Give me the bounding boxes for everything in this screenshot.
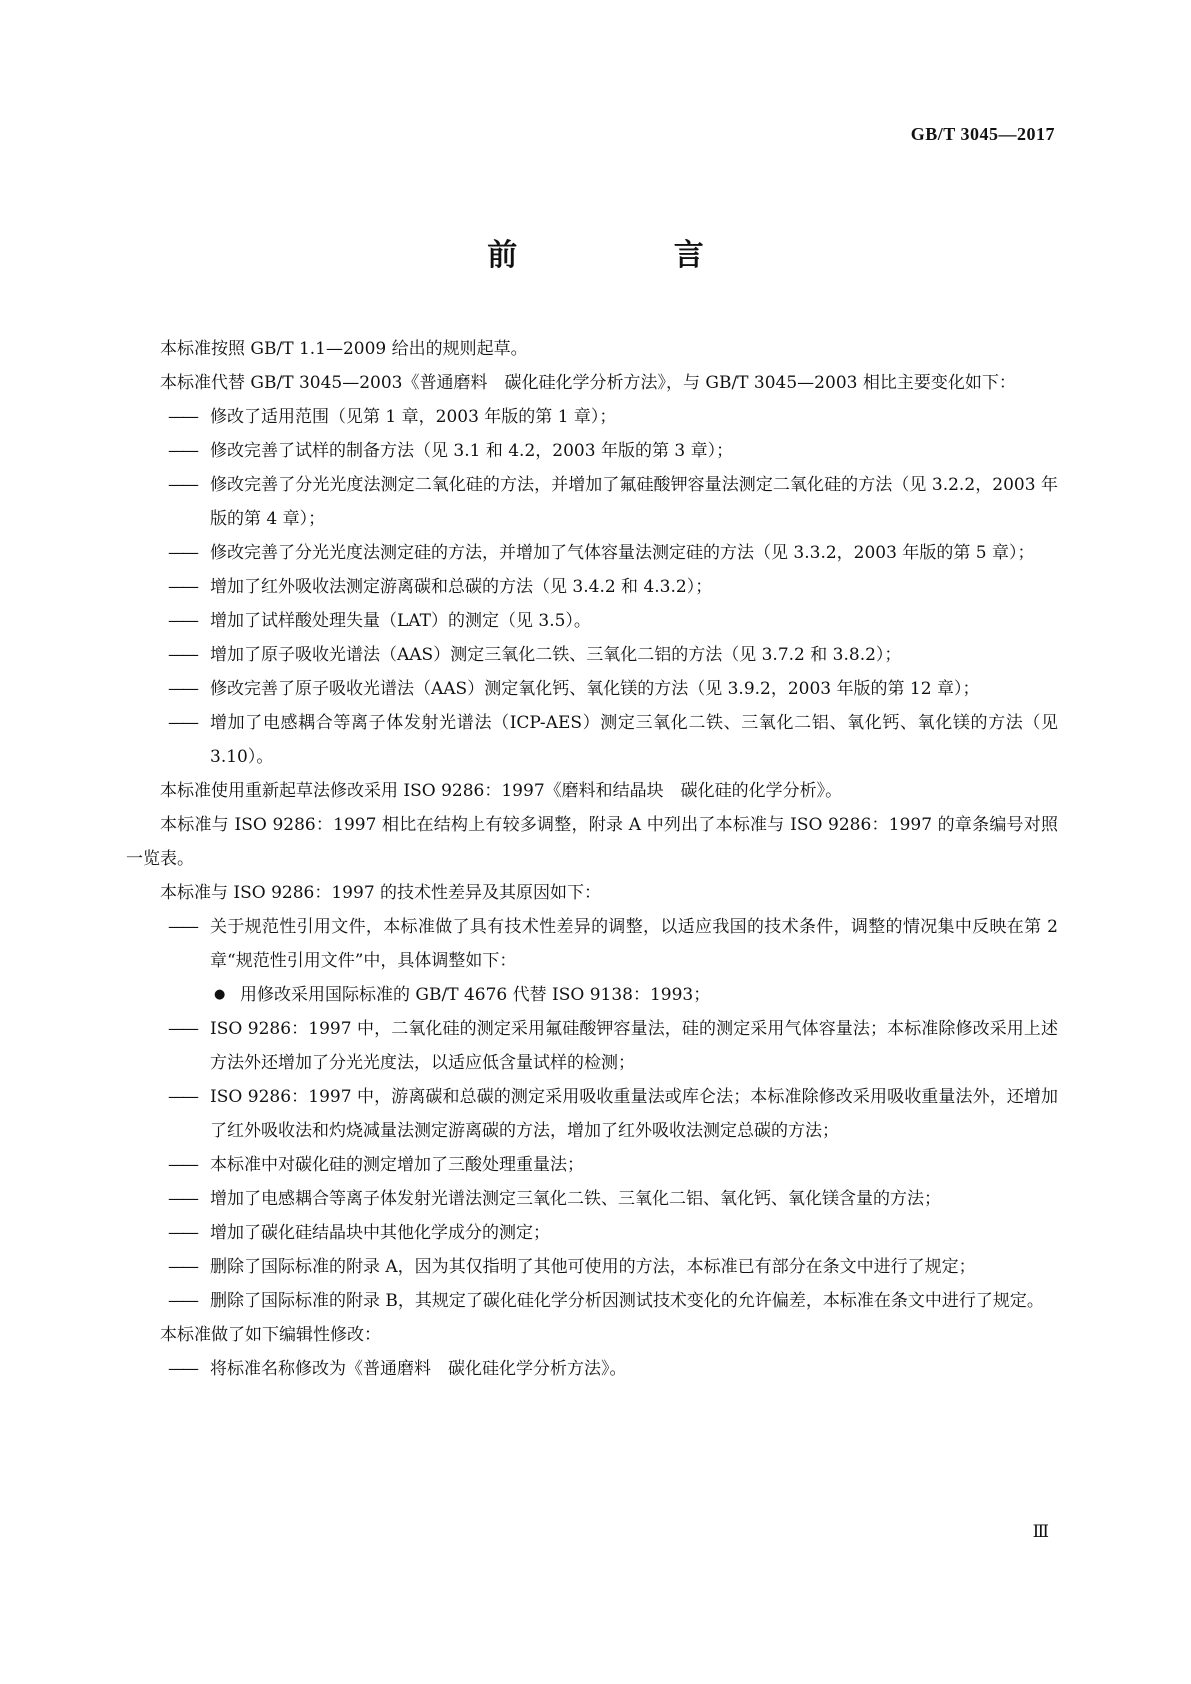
list-item-text: 增加了红外吸收法测定游离碳和总碳的方法（见 3.4.2 和 4.3.2）； xyxy=(210,577,713,597)
dash-marker: —— xyxy=(168,645,196,665)
list-item xyxy=(126,434,1058,468)
dash-marker: —— xyxy=(168,1291,196,1311)
list-item-text: 修改完善了试样的制备方法（见 3.1 和 4.2，2003 年版的第 3 章）； xyxy=(210,441,734,461)
list-item-text: ISO 9286：1997 中，二氧化硅的测定采用氟硅酸钾容量法，硅的测定采用气体容量法；本标准除修改采用上述方法外还增加了分光光度法，以适应低含量试样的检测； xyxy=(210,1019,1058,1073)
list-item xyxy=(126,706,1058,774)
list-item xyxy=(126,400,1058,434)
list-item-text: 增加了试样酸处理失量（LAT）的测定（见 3.5）。 xyxy=(210,611,591,631)
list-item xyxy=(126,1182,1058,1216)
dash-marker: —— xyxy=(168,713,196,733)
list-item-text: 增加了电感耦合等离子体发射光谱法（ICP-AES）测定三氧化二铁、三氧化二铝、氧化钙、氧化镁的方法（见 3.10）。 xyxy=(210,713,1058,767)
list-item-text: 本标准中对碳化硅的测定增加了三酸处理重量法； xyxy=(210,1155,584,1175)
list-item-text: 关于规范性引用文件，本标准做了具有技术性差异的调整，以适应我国的技术条件，调整的情况集中反映在第 2 章“规范性引用文件”中，具体调整如下： xyxy=(210,917,1058,971)
list-item-text: 修改完善了分光光度法测定硅的方法，并增加了气体容量法测定硅的方法（见 3.3.2，2003 年版的第 5 章）； xyxy=(210,543,1035,563)
dash-marker: —— xyxy=(168,1359,196,1379)
dash-marker: —— xyxy=(168,577,196,597)
list-item xyxy=(126,1284,1058,1318)
list-item-text: 修改了适用范围（见第 1 章，2003 年版的第 1 章）； xyxy=(210,407,617,427)
standard-number: GB/T 3045—2017 xyxy=(910,124,1055,144)
list-item-text: 将标准名称修改为《普通磨料 碳化硅化学分析方法》。 xyxy=(210,1359,627,1379)
dash-marker: —— xyxy=(168,679,196,699)
bullet-item-text: 用修改采用国际标准的 GB/T 4676 代替 ISO 9138：1993； xyxy=(240,985,711,1005)
dash-marker: —— xyxy=(168,475,196,495)
list-item xyxy=(126,570,1058,604)
dash-marker: —— xyxy=(168,1223,196,1243)
list-item-text: 增加了碳化硅结晶块中其他化学成分的测定； xyxy=(210,1223,550,1243)
dash-marker: —— xyxy=(168,407,196,427)
list-item xyxy=(126,910,1058,978)
paragraph: 本标准按照 GB/T 1.1—2009 给出的规则起草。 xyxy=(160,339,528,359)
paragraph: 本标准与 ISO 9286：1997 的技术性差异及其原因如下： xyxy=(160,883,602,903)
list-item xyxy=(126,536,1058,570)
paragraph: 本标准代替 GB/T 3045—2003《普通磨料 碳化硅化学分析方法》，与 GB/T 3045—2003 相比主要变化如下： xyxy=(160,373,1016,393)
dash-marker: —— xyxy=(168,543,196,563)
list-item xyxy=(126,1352,1058,1386)
list-item-text: 修改完善了原子吸收光谱法（AAS）测定氧化钙、氧化镁的方法（见 3.9.2，2003 年版的第 12 章）； xyxy=(210,679,980,699)
list-item xyxy=(126,1250,1058,1284)
list-item-text: 删除了国际标准的附录 A，因为其仅指明了其他可使用的方法，本标准已有部分在条文中进行了规定； xyxy=(210,1257,976,1277)
list-item-text: 删除了国际标准的附录 B，其规定了碳化硅化学分析因测试技术变化的允许偏差，本标准在条文中进行了规定。 xyxy=(210,1291,1044,1311)
bullet-item xyxy=(126,978,1058,1012)
list-item xyxy=(126,638,1058,672)
foreword-body xyxy=(126,332,1058,1386)
page-title: 前 言 xyxy=(487,238,754,273)
dash-marker: —— xyxy=(168,1257,196,1277)
dash-marker: —— xyxy=(168,1019,196,1039)
paragraph: 本标准使用重新起草法修改采用 ISO 9286：1997《磨料和结晶块 碳化硅的化学分析》。 xyxy=(160,781,843,801)
list-item-text: 增加了原子吸收光谱法（AAS）测定三氧化二铁、三氧化二铝的方法（见 3.7.2 和 3.8.2）； xyxy=(210,645,902,665)
list-item xyxy=(126,672,1058,706)
page-number: Ⅲ xyxy=(1032,1522,1049,1541)
list-item xyxy=(126,1216,1058,1250)
dash-marker: —— xyxy=(168,917,196,937)
dash-marker: —— xyxy=(168,1155,196,1175)
list-item xyxy=(126,1080,1058,1148)
list-item xyxy=(126,1012,1058,1080)
paragraph: 本标准与 ISO 9286：1997 相比在结构上有较多调整，附录 A 中列出了本标准与 ISO 9286：1997 的章条编号对照一览表。 xyxy=(126,815,1058,869)
list-item xyxy=(126,604,1058,638)
dash-marker: —— xyxy=(168,441,196,461)
bullet-dot-icon: ● xyxy=(214,987,226,1002)
dash-marker: —— xyxy=(168,1189,196,1209)
list-item-text: 修改完善了分光光度法测定二氧化硅的方法，并增加了氟硅酸钾容量法测定二氧化硅的方法（见 3.2.2，2003 年版的第 4 章）； xyxy=(210,475,1058,529)
list-item xyxy=(126,468,1058,536)
list-item-text: 增加了电感耦合等离子体发射光谱法测定三氧化二铁、三氧化二铝、氧化钙、氧化镁含量的方法； xyxy=(210,1189,941,1209)
paragraph: 本标准做了如下编辑性修改： xyxy=(160,1325,381,1345)
list-item xyxy=(126,1148,1058,1182)
list-item-text: ISO 9286：1997 中，游离碳和总碳的测定采用吸收重量法或库仑法；本标准除修改采用吸收重量法外，还增加了红外吸收法和灼烧减量法测定游离碳的方法，增加了红外吸收法测定总碳的方法； xyxy=(210,1087,1058,1141)
dash-marker: —— xyxy=(168,611,196,631)
dash-marker: —— xyxy=(168,1087,196,1107)
